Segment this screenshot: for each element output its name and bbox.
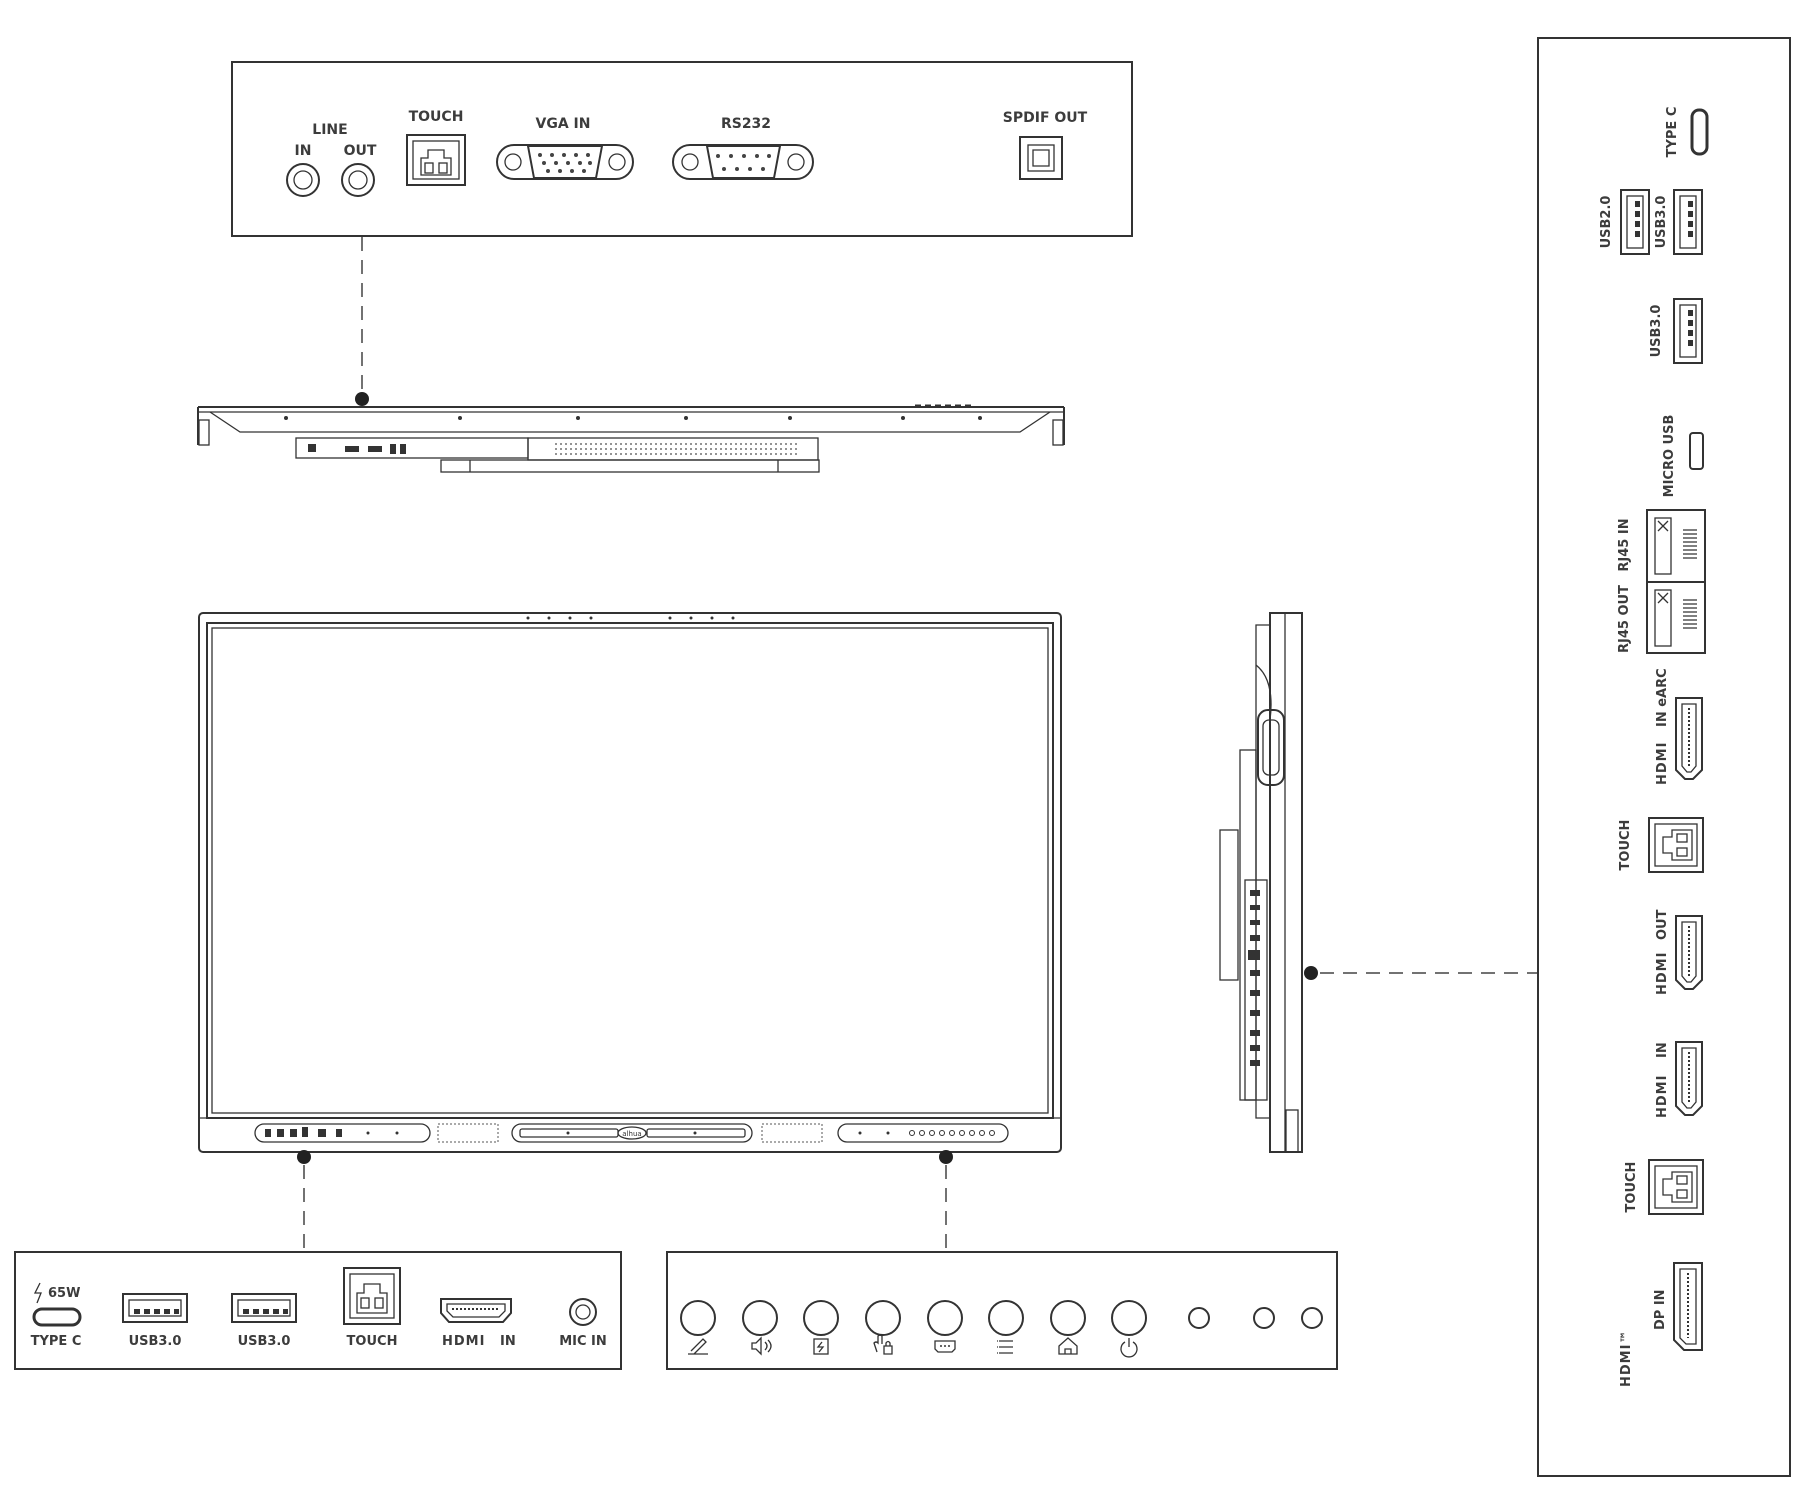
right-type-c-label: TYPE C [1665,106,1680,158]
right-hdmi-out-port-icon [1676,916,1702,989]
hdmi-logo: HDMI [442,1334,486,1349]
right-usb30-port-a-icon [1674,190,1702,254]
right-rj45-out-label: RJ45 OUT [1617,585,1632,653]
touch-lock-button[interactable] [866,1301,900,1354]
pen-icon [688,1339,708,1354]
line-label: LINE [312,122,348,138]
display-side-view [1220,613,1302,1152]
right-side-connector-panel [1538,38,1790,1476]
spdif-port-icon [1020,137,1062,179]
usb3-label-a: USB3.0 [128,1334,182,1349]
power-button[interactable] [1112,1301,1146,1357]
right-touch-port-a-icon [1649,818,1703,872]
rs232-port-icon [673,145,813,179]
vga-port-icon [497,145,633,179]
right-dp-in-label: DP IN [1653,1289,1668,1330]
line-in-jack-icon [287,164,319,196]
right-usb20-port-icon [1621,190,1649,254]
menu-button[interactable] [989,1301,1023,1353]
volume-button[interactable] [743,1301,777,1354]
right-hdmi-out-label: OUT [1655,909,1670,940]
vga-label: VGA IN [535,116,591,132]
touch-usb-b-port-icon-front [344,1268,400,1324]
right-micro-usb-port-icon [1690,433,1703,469]
right-usb30-label-b: USB3.0 [1649,304,1664,358]
mic-in-jack-icon [570,1299,596,1325]
display-front-view [199,613,1061,1152]
touch-label: TOUCH [408,109,464,125]
watt-label: 65W [48,1286,81,1301]
callout-dot-top [355,392,369,406]
right-hdmi-logo-earc: HDMI [1655,741,1670,785]
top-connector-panel [232,62,1132,236]
touch-label-front: TOUCH [346,1334,398,1349]
sensor-1 [1189,1308,1209,1328]
right-usb20-label: USB2.0 [1599,195,1614,249]
callout-dot-bottom-left [297,1150,311,1164]
usb3-label-b: USB3.0 [237,1334,291,1349]
right-hdmi-logo-in: HDMI [1655,1074,1670,1118]
usb3-port-b-icon [232,1294,296,1322]
right-type-c-port-icon [1692,110,1707,154]
right-micro-usb-label: MICRO USB [1662,414,1677,498]
touch-usb-b-port-icon [407,135,465,185]
hdmi-in-label: IN [500,1334,516,1349]
usb3-port-a-icon [123,1294,187,1322]
right-touch-label-a: TOUCH [1618,819,1633,871]
speaker-icon [752,1338,771,1354]
callout-dot-side [1304,966,1318,980]
right-hdmi-tm-label: HDMI™ [1619,1329,1634,1387]
freeze-button[interactable] [804,1301,838,1354]
spdif-label: SPDIF OUT [1002,110,1088,126]
rs232-label: RS232 [720,116,772,132]
right-touch-port-b-icon [1649,1160,1703,1214]
display-top-view [198,406,1064,472]
line-out-label: OUT [343,143,377,159]
callout-dot-bottom-right [939,1150,953,1164]
right-hdmi-logo-out: HDMI [1655,951,1670,995]
type-c-port-icon [34,1309,80,1325]
power-icon [1121,1338,1137,1357]
home-button[interactable] [1051,1301,1085,1354]
home-icon [1059,1338,1077,1354]
bottom-left-connector-panel [15,1252,621,1369]
right-usb30-port-b-icon [1674,299,1702,363]
touch-lock-icon [874,1335,892,1354]
control-button-panel [667,1252,1337,1369]
line-out-jack-icon [342,164,374,196]
right-hdmi-in-earc-port-icon [1676,698,1702,779]
menu-icon [997,1341,1013,1353]
right-rj45-in-label: RJ45 IN [1617,518,1632,572]
right-usb30-label-a: USB3.0 [1654,195,1669,249]
right-rj45-ports-icon [1647,510,1705,653]
right-hdmi-in-port-icon [1676,1042,1702,1115]
type-c-label: TYPE C [30,1334,82,1349]
right-touch-label-b: TOUCH [1624,1161,1639,1213]
hdmi-port-icon [441,1299,511,1322]
sensor-3 [1302,1308,1322,1328]
power-bolt-icon [35,1283,41,1303]
line-in-label: IN [294,143,312,159]
input-source-button[interactable] [928,1301,962,1352]
right-hdmi-in-label: IN [1655,1042,1670,1058]
sensor-2 [1254,1308,1274,1328]
mic-in-label: MIC IN [559,1334,607,1349]
right-displayport-in-icon [1674,1263,1702,1350]
pen-button[interactable] [681,1301,715,1354]
brand-logo: alhua [622,1130,642,1138]
right-hdmi-in-earc-label: IN eARC [1655,668,1670,727]
